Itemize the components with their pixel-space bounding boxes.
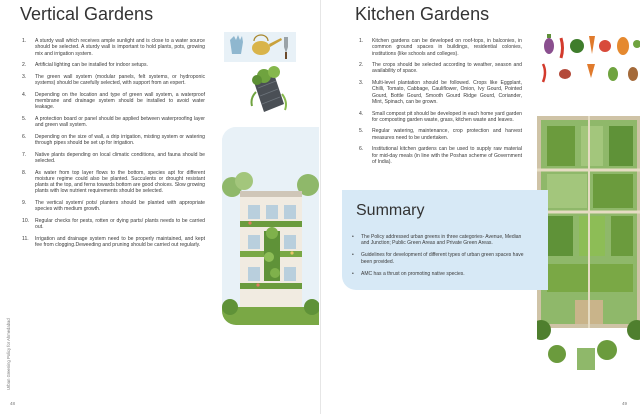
item-number: 6. <box>22 133 27 140</box>
item-number: 2. <box>22 62 27 69</box>
item-number: 10. <box>22 217 30 224</box>
summary-bullet <box>352 252 527 265</box>
item-number: 1. <box>22 38 27 44</box>
item-number: 7. <box>22 151 27 158</box>
bullet-icon: • <box>352 234 354 240</box>
summary-bullet <box>352 234 527 247</box>
bullet-icon: • <box>352 252 354 259</box>
item-number: 1. <box>359 38 364 44</box>
item-text: Depending on the location and type of green wall system, a waterproof membrane and drainage system should be installed to avoid water leakage. <box>35 91 205 111</box>
list-item <box>22 92 205 111</box>
list-item <box>359 111 522 124</box>
list-item <box>359 80 522 105</box>
side-label <box>4 300 12 390</box>
item-text: Regular checks for pests, rotten or dying parts/ plants needs to be carried out. <box>35 217 205 231</box>
item-number: 8. <box>22 169 27 176</box>
item-number: 6. <box>359 146 364 153</box>
building-green-wall <box>222 127 319 325</box>
item-text: Institutional kitchen gardens can be used to supply raw material for mid-day meals (in line with the Poshan scheme of Government of India). <box>372 146 522 165</box>
item-text: Multi-level plantation should be followed. Crops like Eggplant, Chilli, Tomato, Cabbage, Cauliflower, Onion, Ivy Gourd, Pointed Gourd, Bottle Gourd, Smooth Gourd Ridge Gourd, Coriander, Mint, Spinach, can be grown. <box>372 80 522 105</box>
item-number: 2. <box>359 62 364 69</box>
list-item <box>359 146 522 165</box>
list-item <box>359 38 522 57</box>
summary-box <box>342 190 548 290</box>
list-item <box>22 116 205 129</box>
item-text: As water from top layer flows to the bottom, species apt for different moisture regime could also be planted. Succulents or drought resistant plants at the top, and ferns towards bottom are good choices. Slow growing plants with low nutrient requirements should be selected. <box>35 169 205 195</box>
summary-bullet-text: AMC has a thrust on promoting native species. <box>361 270 465 277</box>
item-text: Small compost pit should be developed in each home yard garden for composting garden waste, grass, kitchen waste and leaves. <box>372 110 522 123</box>
summary-list <box>352 234 527 283</box>
item-text: Irrigation and drainage system need to be properly maintained, and kept fee from clogging.Deweeding and pruning should be carried out regularly. <box>35 235 205 249</box>
item-number: 4. <box>359 110 364 117</box>
summary-bullet <box>352 271 527 277</box>
item-text: The green wall system (modular panels, felt systems, or hydroponic systems) should be carefully selected, with support from an expert. <box>35 73 205 87</box>
item-number: 9. <box>22 200 27 207</box>
list-item <box>22 218 205 231</box>
summary-bullet-text: The Policy addressed urban greens in three categories- Avenue, Median and Junction; Public Green Areas and Private Green Areas. <box>361 234 522 247</box>
list-item <box>359 128 522 141</box>
side-label-text: Urban Greening Policy for Ahmedabad <box>6 318 11 390</box>
item-number: 5. <box>22 115 27 122</box>
item-text: The crops should be selected according to weather, season and availability of space. <box>372 62 522 75</box>
list-item <box>22 236 205 249</box>
kitchen-garden-illustration <box>537 30 640 390</box>
list-item <box>22 62 205 68</box>
list-item <box>22 74 205 87</box>
item-text: Artificial lighting can be installed for indoor setups. <box>35 62 148 69</box>
item-number: 3. <box>359 80 364 87</box>
list-item <box>22 170 205 195</box>
list-item <box>22 134 205 147</box>
list-item <box>22 200 205 213</box>
item-number: 3. <box>22 73 27 80</box>
summary-title: Summary <box>356 202 425 219</box>
kitchen-gardens-title: Kitchen Gardens <box>355 4 490 24</box>
list-item <box>22 152 205 165</box>
vertical-gardens-list <box>22 38 205 254</box>
item-text: Depending on the size of wall, a drip irrigation, misting system or watering through pipes should be set up for irrigation. <box>35 133 205 147</box>
item-number: 11. <box>22 235 29 242</box>
page-number-left: 48 <box>10 401 16 406</box>
item-text: Native plants depending on local climatic conditions, and fauna should be selected. <box>35 151 205 164</box>
item-text: Regular watering, maintenance, crop protection and harvest measures need to be undertaken. <box>372 128 522 141</box>
bullet-icon: • <box>352 270 354 277</box>
list-item <box>22 38 205 57</box>
item-number: 4. <box>22 91 27 98</box>
item-text: The vertical system/ pots/ planters should be planted with appropriate species with medium growth. <box>35 200 205 213</box>
item-number: 5. <box>359 128 364 135</box>
kitchen-gardens-list <box>359 38 522 171</box>
list-item <box>359 62 522 75</box>
page-number-right: 49 <box>622 401 628 406</box>
gardening-tools-illustration <box>224 32 296 127</box>
item-text: A sturdy wall which receives ample sunlight and is close to a water source should be selected. A sturdy wall is important to hold plants, pots, growing mix and irrigation system. <box>35 38 205 57</box>
item-text: A protection board or panel should be applied between waterproofing layer and green wall system. <box>35 115 205 129</box>
item-text: Kitchen gardens can be developed on roof-tops, in balconies, in common ground spaces in buildings, residential colonies, institutions (like schools and colleges). <box>372 38 522 57</box>
summary-bullet-text: Guidelines for development of different types of urban green spaces have been provided. <box>361 252 524 265</box>
vertical-garden-wall-illustration <box>222 127 319 325</box>
vertical-gardens-title: Vertical Gardens <box>20 4 154 24</box>
